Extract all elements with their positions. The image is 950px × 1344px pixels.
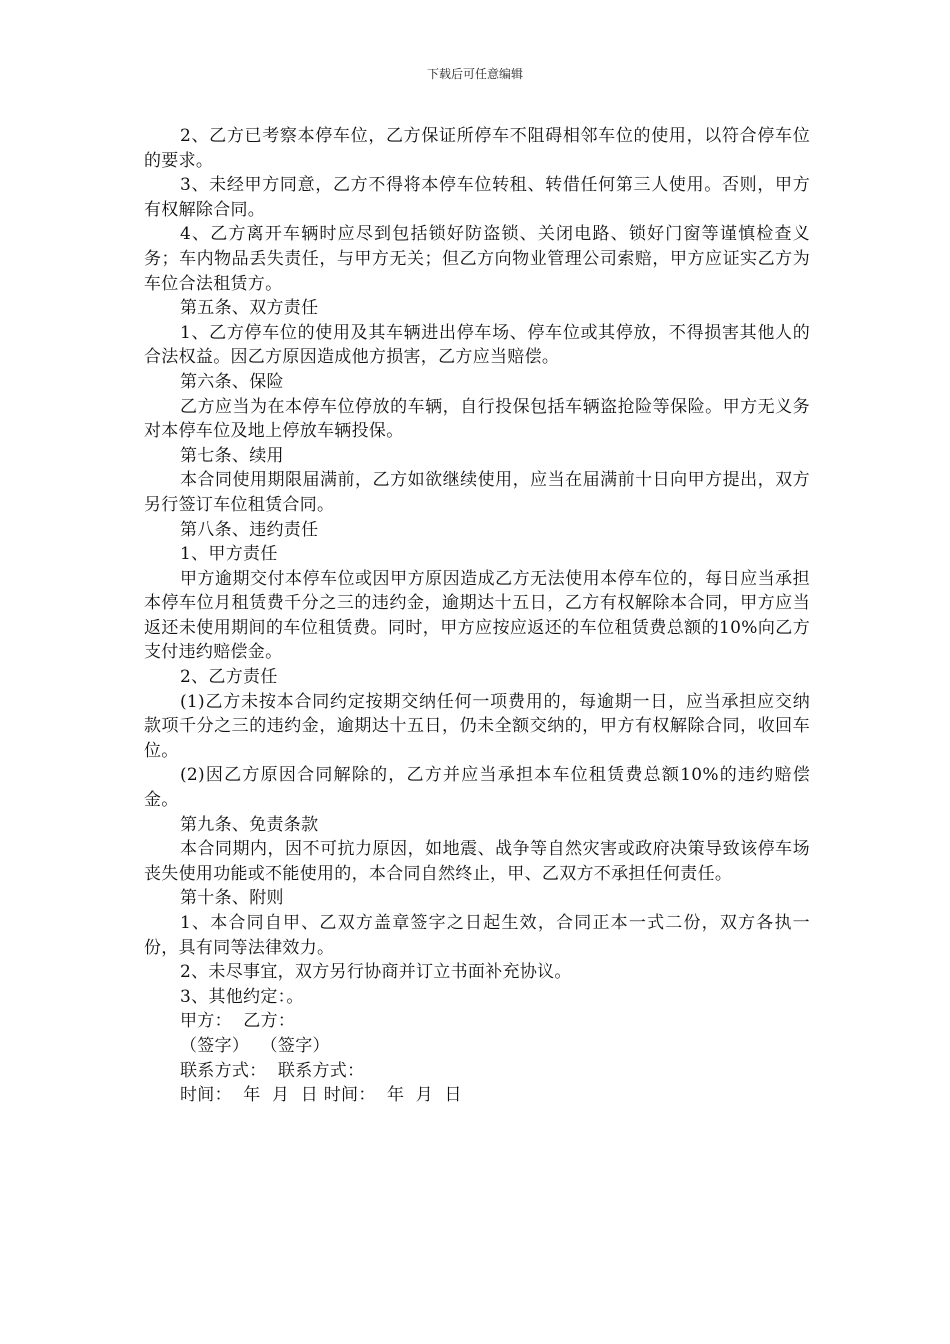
signature-date: 时间： 年 月 日 时间： 年 月 日 bbox=[180, 1085, 462, 1106]
clause-6-text: 乙方应当为在本停车位停放的车辆，自行投保包括车辆盗抢险等保险。甲方无义务对本停车位及地上停放车辆投保。 bbox=[144, 396, 810, 442]
clause-4-item-2: 2、乙方已考察本停车位，乙方保证所停车不阻碍相邻车位的使用，以符合停车位的要求。 bbox=[144, 126, 810, 171]
signature-sign: （签字） （签字） bbox=[180, 1035, 330, 1056]
clause-10-heading: 第十条、附则 bbox=[180, 888, 284, 909]
page-header-note: 下载后可任意编辑 bbox=[426, 67, 523, 81]
clause-8-sub-2-item-1: (1)乙方未按本合同约定按期交纳任何一项费用的，每逾期一日，应当承担应交纳款项千分之三的违约金，逾期达十五日，仍未全额交纳的，甲方有权解除合同，收回车位。 bbox=[144, 691, 810, 761]
clause-8-sub-2-item-2: (2)因乙方原因合同解除的，乙方并应当承担本车位租赁费总额10%的违约赔偿金。 bbox=[144, 765, 810, 811]
clause-6-heading: 第六条、保险 bbox=[180, 371, 284, 392]
clause-10-item-2: 2、未尽事宜，双方另行协商并订立书面补充协议。 bbox=[180, 962, 572, 983]
clause-7-heading: 第七条、续用 bbox=[180, 445, 284, 466]
clause-9-text: 本合同期内，因不可抗力原因，如地震、战争等自然灾害或政府决策导致该停车场丧失使用功能或不能使用的，本合同自然终止，甲、乙双方不承担任何责任。 bbox=[144, 839, 810, 884]
clause-8-sub-1-text: 甲方逾期交付本停车位或因甲方原因造成乙方无法使用本停车位的，每日应当承担本停车位月租赁费千分之三的违约金，逾期达十五日，乙方有权解除本合同，甲方应当返还未使用期间的车位租赁费。同时，甲方应按应返还的车位租赁费总额的10%向乙方支付违约赔偿金。 bbox=[144, 568, 810, 663]
clause-10-item-1: 1、本合同自甲、乙双方盖章签字之日起生效，合同正本一式二份，双方各执一份，具有同等法律效力。 bbox=[144, 913, 810, 958]
clause-5-heading: 第五条、双方责任 bbox=[180, 298, 319, 319]
signature-parties: 甲方： 乙方： bbox=[180, 1011, 296, 1032]
clause-8-sub-1-heading: 1、甲方责任 bbox=[180, 544, 278, 565]
clause-5-item-1: 1、乙方停车位的使用及其车辆进出停车场、停车位或其停放，不得损害其他人的合法权益。因乙方原因造成他方损害，乙方应当赔偿。 bbox=[144, 322, 810, 368]
clause-9-heading: 第九条、免责条款 bbox=[180, 814, 319, 835]
clause-8-heading: 第八条、违约责任 bbox=[180, 519, 319, 540]
clause-8-sub-2-heading: 2、乙方责任 bbox=[180, 667, 278, 688]
document-body bbox=[144, 124, 810, 1108]
clause-10-item-3: 3、其他约定：。 bbox=[180, 986, 304, 1007]
signature-contact: 联系方式： 联系方式： bbox=[180, 1060, 365, 1081]
clause-4-item-4: 4、乙方离开车辆时应尽到包括锁好防盗锁、关闭电路、锁好门窗等谨慎检查义务；车内物品丢失责任，与甲方无关；但乙方向物业管理公司索赔，甲方应证实乙方为车位合法租赁方。 bbox=[144, 224, 810, 294]
clause-4-item-3: 3、未经甲方同意，乙方不得将本停车位转租、转借任何第三人使用。否则，甲方有权解除合同。 bbox=[144, 175, 810, 220]
clause-7-text: 本合同使用期限届满前，乙方如欲继续使用，应当在届满前十日向甲方提出，双方另行签订车位租赁合同。 bbox=[144, 470, 810, 515]
